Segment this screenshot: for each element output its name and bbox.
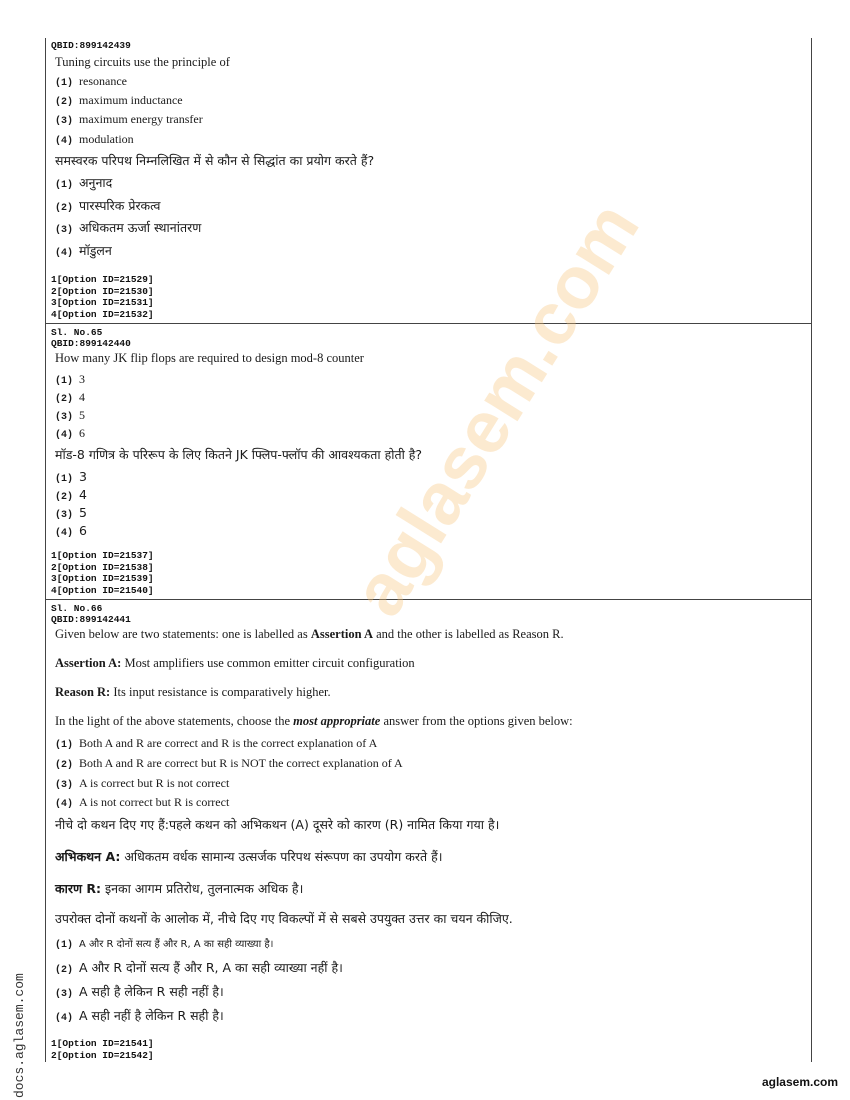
option-hi-3 bbox=[55, 984, 224, 1003]
option-number: (1) bbox=[55, 180, 74, 191]
watermark: aglasem.com bbox=[335, 187, 655, 630]
option-ids bbox=[51, 1038, 154, 1061]
option-text: A सही है लेकिन R सही नहीं है। bbox=[79, 984, 224, 999]
instruction-pre: In the light of the above statements, choose the bbox=[55, 714, 294, 728]
option-en-3 bbox=[55, 408, 85, 425]
option-en-1 bbox=[55, 372, 85, 389]
option-id: 4[Option ID=21540] bbox=[51, 584, 154, 596]
option-text: A is correct but R is not correct bbox=[79, 776, 230, 790]
option-number: (2) bbox=[55, 492, 74, 503]
option-en-1 bbox=[55, 74, 127, 91]
option-id: 4[Option ID=21532] bbox=[51, 308, 154, 320]
option-en-2 bbox=[55, 756, 403, 773]
option-number: (1) bbox=[55, 940, 74, 951]
reason-text: Its input resistance is comparatively higher. bbox=[110, 685, 331, 699]
serial-number: Sl. No.66 bbox=[51, 603, 103, 614]
option-text: modulation bbox=[79, 132, 134, 146]
qbid-label: QBID:899142441 bbox=[51, 614, 131, 625]
question-page bbox=[45, 38, 812, 1062]
option-number: (4) bbox=[55, 1013, 74, 1024]
question-text-hi: मॉड-8 गणित्र के परिरूप के लिए कितने JK फ्लिप-फ्लॉप की आवश्यकता होती है? bbox=[55, 447, 423, 462]
option-en-3 bbox=[55, 776, 229, 793]
option-number: (2) bbox=[55, 97, 74, 108]
question-intro-en bbox=[55, 627, 564, 642]
instruction-en bbox=[55, 714, 573, 729]
option-hi-2 bbox=[55, 487, 87, 506]
option-id: 1[Option ID=21529] bbox=[51, 274, 154, 285]
option-text: 3 bbox=[79, 469, 87, 484]
instruction-hi: उपरोक्त दोनों कथनों के आलोक में, नीचे दिए गए विकल्पों में से सबसे उपयुक्त उत्तर का चयन कीजिए. bbox=[55, 911, 513, 926]
option-number: (4) bbox=[55, 528, 74, 539]
option-id: 1[Option ID=21537] bbox=[51, 550, 154, 561]
option-text: A और R दोनों सत्य हैं और R, A का सही व्याख्या है। bbox=[79, 939, 274, 950]
option-ids bbox=[51, 274, 154, 320]
assertion-label: Assertion A: bbox=[55, 656, 122, 670]
option-id: 2[Option ID=21530] bbox=[51, 285, 154, 297]
option-number: (3) bbox=[55, 116, 74, 127]
option-id: 2[Option ID=21542] bbox=[51, 1049, 154, 1061]
option-number: (2) bbox=[55, 203, 74, 214]
reason-en bbox=[55, 685, 331, 700]
question-intro-hi: नीचे दो कथन दिए गए हैं:पहले कथन को अभिकथन (A) दूसरे को कारण (R) नामित किया गया है। bbox=[55, 817, 500, 832]
option-text: Both A and R are correct and R is the correct explanation of A bbox=[79, 736, 378, 750]
option-hi-4 bbox=[55, 523, 87, 542]
option-text: 3 bbox=[79, 372, 85, 386]
option-text: A सही नहीं है लेकिन R सही है। bbox=[79, 1008, 224, 1023]
option-number: (2) bbox=[55, 965, 74, 976]
option-number: (3) bbox=[55, 780, 74, 791]
option-number: (4) bbox=[55, 430, 74, 441]
option-text: अधिकतम ऊर्जा स्थानांतरण bbox=[79, 220, 202, 235]
instruction-post: answer from the options given below: bbox=[380, 714, 573, 728]
reason-label-hi: कारण R: bbox=[55, 881, 101, 896]
option-hi-3 bbox=[55, 220, 201, 239]
option-hi-1 bbox=[55, 469, 87, 488]
reason-hi bbox=[55, 881, 303, 897]
option-en-4 bbox=[55, 795, 229, 812]
option-text: maximum inductance bbox=[79, 93, 183, 107]
option-hi-3 bbox=[55, 505, 87, 524]
side-url: docs.aglasem.com bbox=[12, 973, 27, 1098]
assertion-en bbox=[55, 656, 415, 671]
option-text: 4 bbox=[79, 390, 85, 404]
option-hi-4 bbox=[55, 1008, 224, 1027]
assertion-text: Most amplifiers use common emitter circuit configuration bbox=[121, 656, 415, 670]
intro-pre: Given below are two statements: one is labelled as bbox=[55, 627, 311, 641]
reason-label: Reason R: bbox=[55, 685, 111, 699]
option-hi-4 bbox=[55, 243, 112, 262]
qbid-label: QBID:899142440 bbox=[51, 338, 131, 349]
assertion-text-hi: अधिकतम वर्धक सामान्य उत्सर्जक परिपथ संरूपण का उपयोग करते हैं। bbox=[120, 849, 443, 864]
option-number: (1) bbox=[55, 376, 74, 387]
question-text-en: Tuning circuits use the principle of bbox=[55, 55, 230, 69]
option-en-1 bbox=[55, 736, 377, 753]
option-en-4 bbox=[55, 426, 85, 443]
option-number: (1) bbox=[55, 78, 74, 89]
option-hi-1 bbox=[55, 935, 273, 954]
intro-post: and the other is labelled as Reason R. bbox=[373, 627, 564, 641]
option-text: resonance bbox=[79, 74, 127, 88]
option-text: अनुनाद bbox=[79, 175, 113, 190]
option-id: 3[Option ID=21539] bbox=[51, 573, 154, 584]
option-hi-2 bbox=[55, 960, 343, 979]
option-text: maximum energy transfer bbox=[79, 112, 203, 126]
option-id: 2[Option ID=21538] bbox=[51, 561, 154, 573]
assertion-label-hi: अभिकथन A: bbox=[55, 849, 121, 864]
option-number: (2) bbox=[55, 394, 74, 405]
option-en-2 bbox=[55, 390, 85, 407]
serial-number: Sl. No.65 bbox=[51, 327, 103, 338]
option-hi-2 bbox=[55, 198, 160, 217]
option-number: (3) bbox=[55, 412, 74, 423]
option-text: 5 bbox=[79, 505, 87, 520]
option-en-4 bbox=[55, 132, 134, 149]
option-number: (3) bbox=[55, 510, 74, 521]
option-text: पारस्परिक प्रेरकत्व bbox=[79, 198, 161, 213]
option-text: 4 bbox=[79, 487, 87, 502]
option-number: (1) bbox=[55, 740, 74, 751]
reason-text-hi: इनका आगम प्रतिरोध, तुलनात्मक अधिक है। bbox=[100, 881, 304, 896]
option-number: (3) bbox=[55, 225, 74, 236]
option-hi-1 bbox=[55, 175, 112, 194]
option-number: (1) bbox=[55, 474, 74, 485]
question-text-hi: समस्वरक परिपथ निम्नलिखित में से कौन से सिद्धांत का प्रयोग करते हैं? bbox=[55, 153, 375, 168]
option-text: 6 bbox=[79, 523, 87, 538]
question-divider bbox=[46, 599, 811, 600]
question-divider bbox=[46, 323, 811, 324]
option-en-3 bbox=[55, 112, 203, 129]
option-number: (4) bbox=[55, 136, 74, 147]
option-number: (2) bbox=[55, 760, 74, 771]
option-text: 5 bbox=[79, 408, 85, 422]
assertion-hi bbox=[55, 849, 442, 865]
intro-bold: Assertion A bbox=[310, 627, 373, 641]
option-text: A और R दोनों सत्य हैं और R, A का सही व्याख्या नहीं है। bbox=[79, 960, 343, 975]
option-text: 6 bbox=[79, 426, 85, 440]
option-text: A is not correct but R is correct bbox=[79, 795, 230, 809]
footer-brand: aglasem.com bbox=[761, 1075, 838, 1089]
option-number: (4) bbox=[55, 799, 74, 810]
option-ids bbox=[51, 550, 154, 596]
option-id: 1[Option ID=21541] bbox=[51, 1038, 154, 1049]
option-en-2 bbox=[55, 93, 183, 110]
question-text-en: How many JK flip flops are required to design mod-8 counter bbox=[55, 351, 364, 365]
instruction-emphasis: most appropriate bbox=[293, 714, 381, 728]
option-number: (4) bbox=[55, 248, 74, 259]
option-text: मॉडुलन bbox=[79, 243, 112, 258]
option-id: 3[Option ID=21531] bbox=[51, 297, 154, 308]
qbid-label: QBID:899142439 bbox=[51, 40, 131, 51]
option-number: (3) bbox=[55, 989, 74, 1000]
option-text: Both A and R are correct but R is NOT the correct explanation of A bbox=[79, 756, 403, 770]
